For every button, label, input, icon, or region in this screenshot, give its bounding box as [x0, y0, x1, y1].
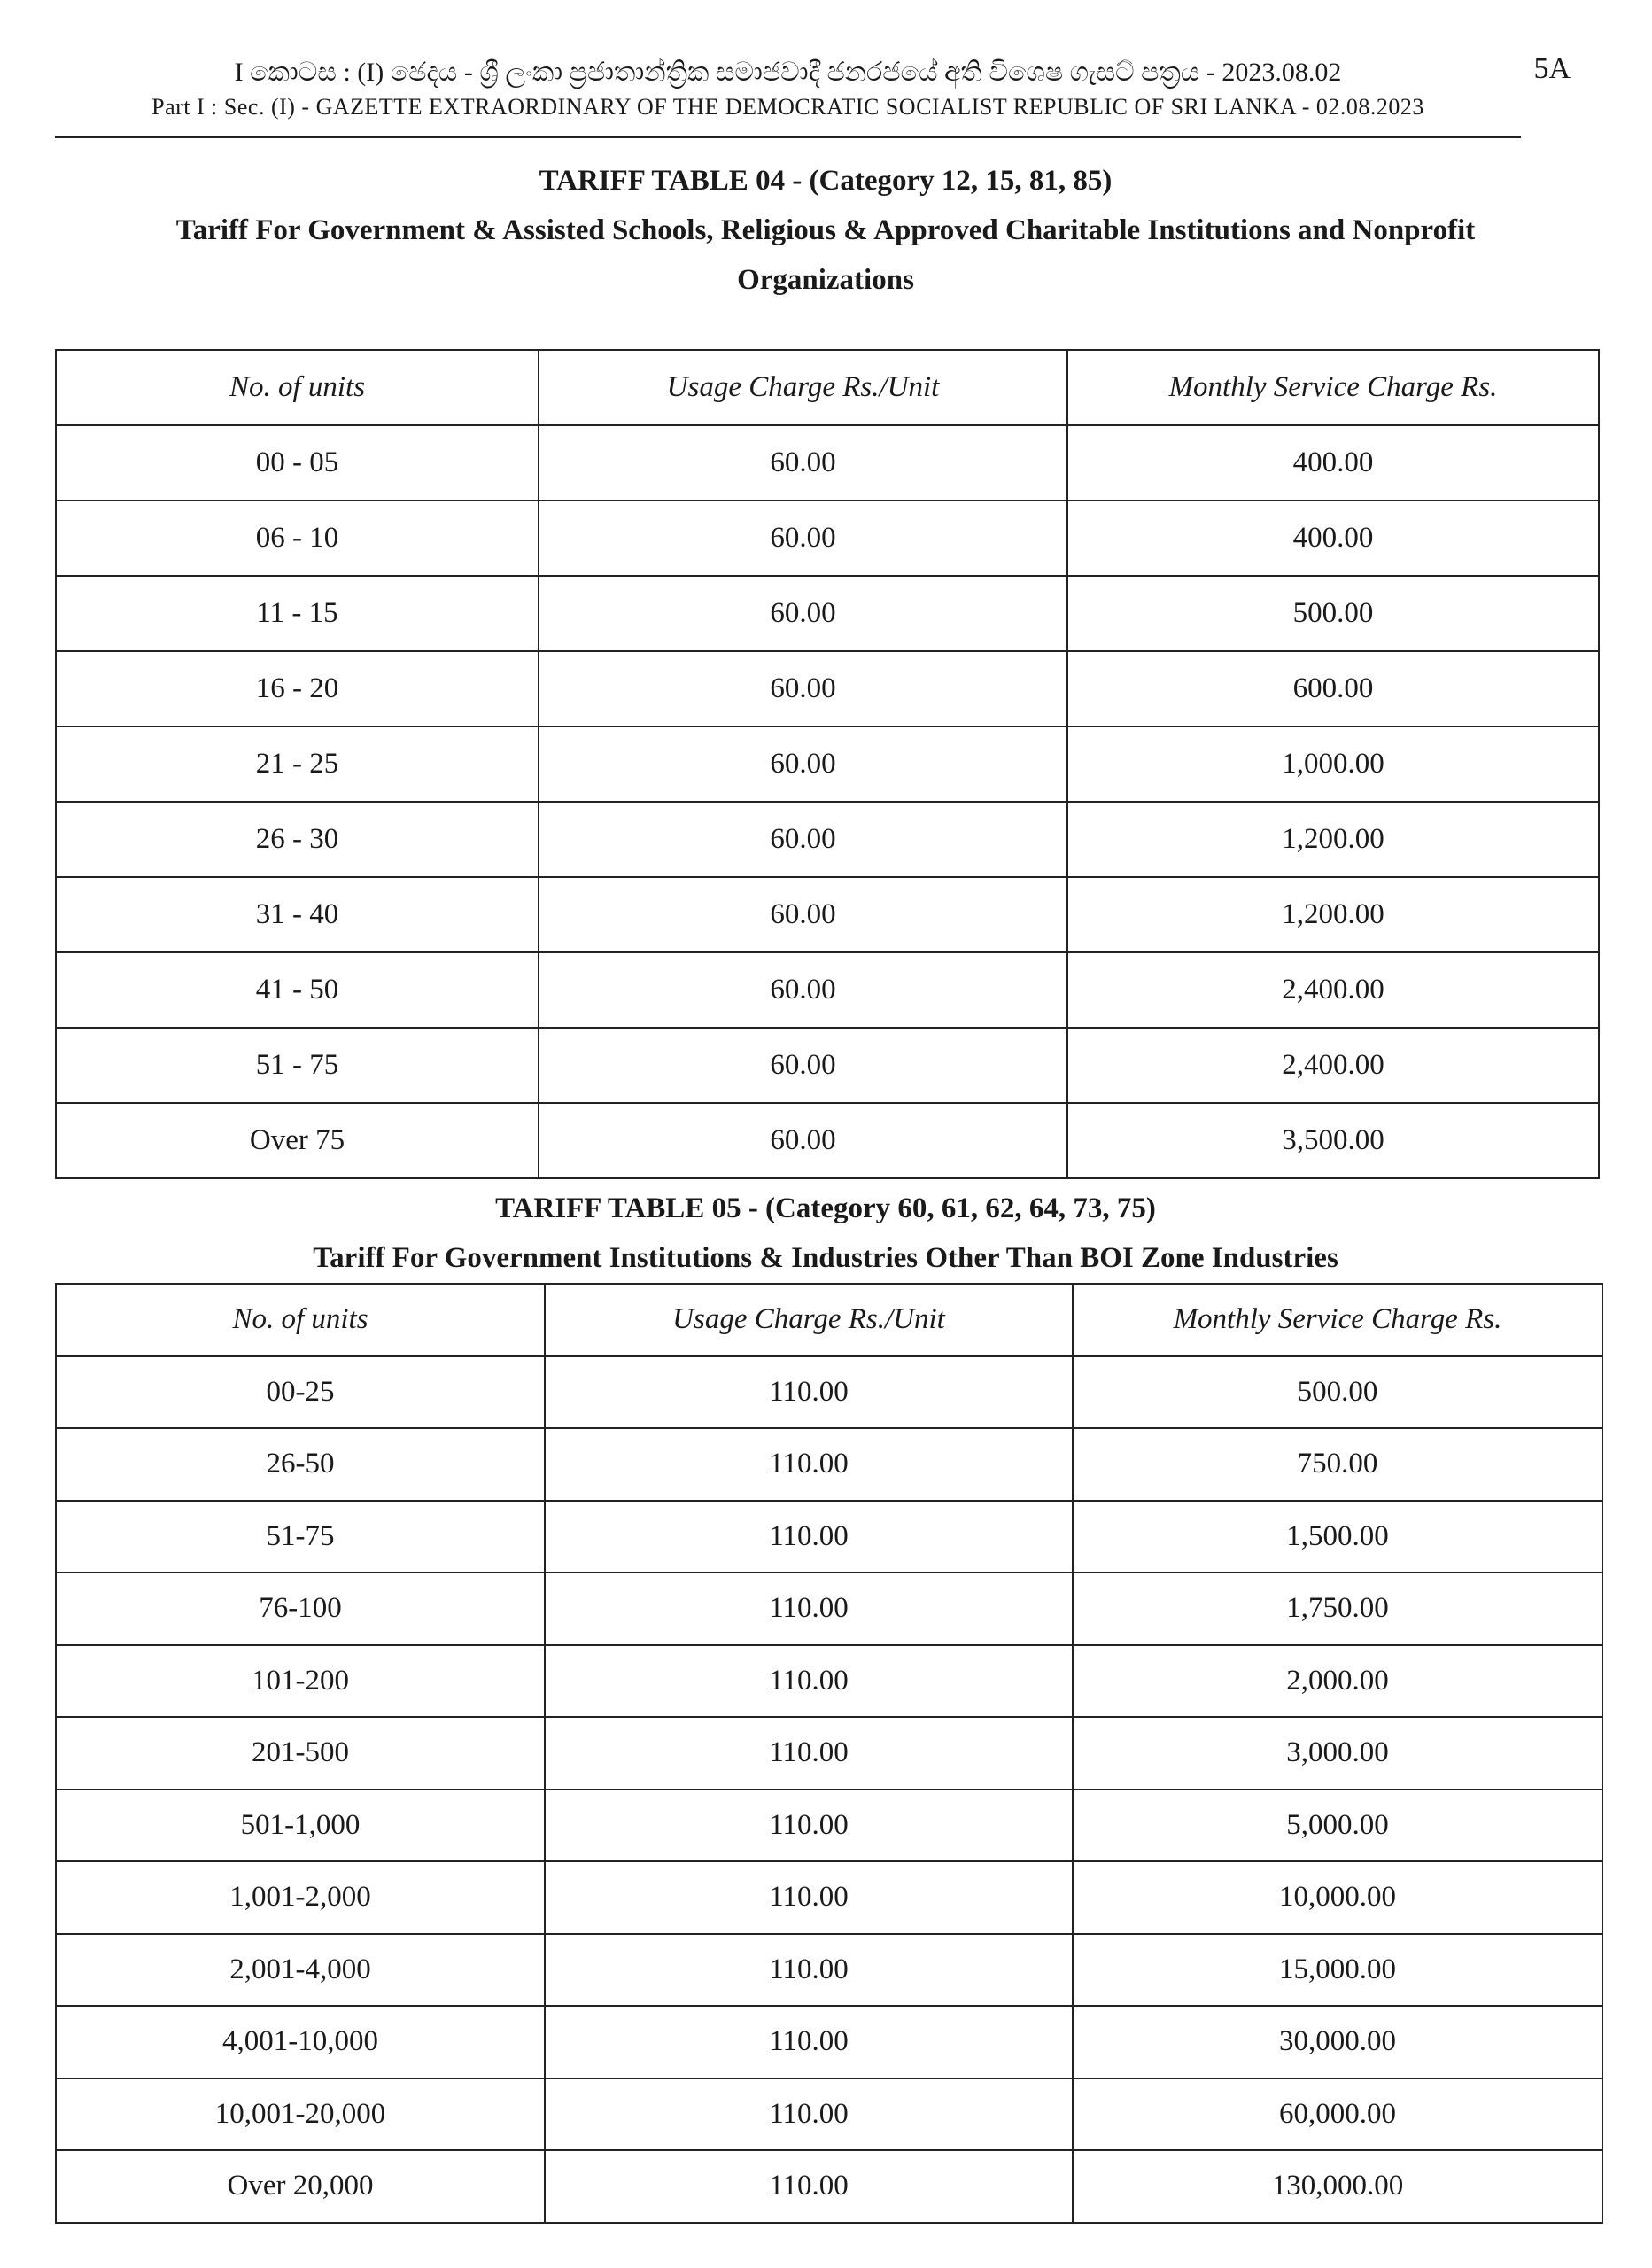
table-row [56, 1428, 1602, 1501]
table-row [56, 877, 1599, 952]
units-cell: Over 75 [56, 1103, 539, 1178]
usage-charge-cell: 110.00 [545, 1717, 1073, 1790]
table-header-row [56, 350, 1599, 425]
usage-charge-cell: 110.00 [545, 1356, 1073, 1429]
usage-charge-cell: 60.00 [539, 877, 1067, 952]
units-cell: 41 - 50 [56, 952, 539, 1028]
service-charge-cell: 15,000.00 [1073, 1934, 1602, 2007]
units-cell: 31 - 40 [56, 877, 539, 952]
column-header-units: No. of units [56, 350, 539, 425]
column-header-service-charge: Monthly Service Charge Rs. [1067, 350, 1599, 425]
usage-charge-cell: 60.00 [539, 425, 1067, 501]
units-cell: 1,001-2,000 [56, 1861, 545, 1934]
column-header-usage-charge: Usage Charge Rs./Unit [539, 350, 1067, 425]
units-cell: 76-100 [56, 1573, 545, 1645]
units-cell: 10,001-20,000 [56, 2078, 545, 2151]
table-row [56, 651, 1599, 726]
table-row [56, 1717, 1602, 1790]
table-row [56, 2150, 1602, 2223]
table-row [56, 2006, 1602, 2078]
units-cell: 201-500 [56, 1717, 545, 1790]
table-row [56, 425, 1599, 501]
service-charge-cell: 400.00 [1067, 501, 1599, 576]
usage-charge-cell: 110.00 [545, 2006, 1073, 2078]
units-cell: 00-25 [56, 1356, 545, 1429]
table-row [56, 1790, 1602, 1862]
units-cell: Over 20,000 [56, 2150, 545, 2223]
service-charge-cell: 2,000.00 [1073, 1645, 1602, 1718]
units-cell: 26-50 [56, 1428, 545, 1501]
units-cell: 06 - 10 [56, 501, 539, 576]
service-charge-cell: 500.00 [1067, 576, 1599, 651]
usage-charge-cell: 110.00 [545, 1790, 1073, 1862]
usage-charge-cell: 110.00 [545, 1428, 1073, 1501]
table-row [56, 1645, 1602, 1718]
tariff-table-04 [55, 349, 1600, 1179]
service-charge-cell: 60,000.00 [1073, 2078, 1602, 2151]
units-cell: 11 - 15 [56, 576, 539, 651]
column-header-units: No. of units [56, 1284, 545, 1356]
table-row [56, 1573, 1602, 1645]
table-row [56, 1861, 1602, 1934]
table-row [56, 2078, 1602, 2151]
service-charge-cell: 400.00 [1067, 425, 1599, 501]
table-row [56, 1934, 1602, 2007]
usage-charge-cell: 110.00 [545, 1645, 1073, 1718]
units-cell: 501-1,000 [56, 1790, 545, 1862]
usage-charge-cell: 60.00 [539, 501, 1067, 576]
table-row [56, 952, 1599, 1028]
service-charge-cell: 130,000.00 [1073, 2150, 1602, 2223]
service-charge-cell: 600.00 [1067, 651, 1599, 726]
table04-subtitle-line1: Tariff For Government & Assisted Schools, Religious & Approved Charitable Institutions and Nonprofit [175, 214, 1476, 246]
table05-subtitle: Tariff For Government Institutions & Industries Other Than BOI Zone Industries [313, 1242, 1338, 1274]
usage-charge-cell: 60.00 [539, 726, 1067, 802]
usage-charge-cell: 110.00 [545, 1934, 1073, 2007]
service-charge-cell: 3,000.00 [1073, 1717, 1602, 1790]
units-cell: 101-200 [56, 1645, 545, 1718]
gazette-header [55, 55, 1521, 138]
table-row [56, 576, 1599, 651]
usage-charge-cell: 110.00 [545, 1573, 1073, 1645]
service-charge-cell: 1,000.00 [1067, 726, 1599, 802]
service-charge-cell: 3,500.00 [1067, 1103, 1599, 1178]
units-cell: 00 - 05 [56, 425, 539, 501]
table05-title: TARIFF TABLE 05 - (Category 60, 61, 62, 64, 73, 75) [495, 1192, 1156, 1224]
usage-charge-cell: 60.00 [539, 802, 1067, 877]
service-charge-cell: 1,750.00 [1073, 1573, 1602, 1645]
service-charge-cell: 500.00 [1073, 1356, 1602, 1429]
service-charge-cell: 30,000.00 [1073, 2006, 1602, 2078]
column-header-usage-charge: Usage Charge Rs./Unit [545, 1284, 1073, 1356]
table-row [56, 1103, 1599, 1178]
usage-charge-cell: 110.00 [545, 1501, 1073, 1573]
units-cell: 21 - 25 [56, 726, 539, 802]
table-row [56, 726, 1599, 802]
table-row [56, 1356, 1602, 1429]
usage-charge-cell: 60.00 [539, 576, 1067, 651]
service-charge-cell: 1,200.00 [1067, 877, 1599, 952]
units-cell: 26 - 30 [56, 802, 539, 877]
table-row [56, 1501, 1602, 1573]
usage-charge-cell: 60.00 [539, 1028, 1067, 1103]
service-charge-cell: 1,200.00 [1067, 802, 1599, 877]
header-sinhala-line: I කොටස : (I) ඡෙදය - ශ්‍රී ලංකා ප්‍රජාතාන්ත්‍රික සමාජවාදී ජනරජයේ අති විශෙෂ ගැසට් පත්‍රය - 2023.08.02 [234, 58, 1342, 87]
table-row [56, 501, 1599, 576]
header-english-line: Part I : Sec. (I) - GAZETTE EXTRAORDINARY OF THE DEMOCRATIC SOCIALIST REPUBLIC OF SRI LANKA - 02.08.2023 [151, 94, 1424, 120]
usage-charge-cell: 110.00 [545, 2078, 1073, 2151]
table-row [56, 802, 1599, 877]
table-header-row [56, 1284, 1602, 1356]
service-charge-cell: 750.00 [1073, 1428, 1602, 1501]
units-cell: 51-75 [56, 1501, 545, 1573]
units-cell: 2,001-4,000 [56, 1934, 545, 2007]
service-charge-cell: 2,400.00 [1067, 952, 1599, 1028]
service-charge-cell: 2,400.00 [1067, 1028, 1599, 1103]
usage-charge-cell: 60.00 [539, 1103, 1067, 1178]
usage-charge-cell: 110.00 [545, 1861, 1073, 1934]
table-row [56, 1028, 1599, 1103]
table04-title: TARIFF TABLE 04 - (Category 12, 15, 81, 85) [539, 165, 1113, 197]
service-charge-cell: 5,000.00 [1073, 1790, 1602, 1862]
units-cell: 51 - 75 [56, 1028, 539, 1103]
tariff-table-05 [55, 1283, 1603, 2224]
service-charge-cell: 1,500.00 [1073, 1501, 1602, 1573]
units-cell: 4,001-10,000 [56, 2006, 545, 2078]
usage-charge-cell: 60.00 [539, 952, 1067, 1028]
usage-charge-cell: 110.00 [545, 2150, 1073, 2223]
service-charge-cell: 10,000.00 [1073, 1861, 1602, 1934]
column-header-service-charge: Monthly Service Charge Rs. [1073, 1284, 1602, 1356]
usage-charge-cell: 60.00 [539, 651, 1067, 726]
units-cell: 16 - 20 [56, 651, 539, 726]
page-number: 5A [1533, 52, 1571, 85]
table04-subtitle-line2: Organizations [737, 264, 914, 296]
